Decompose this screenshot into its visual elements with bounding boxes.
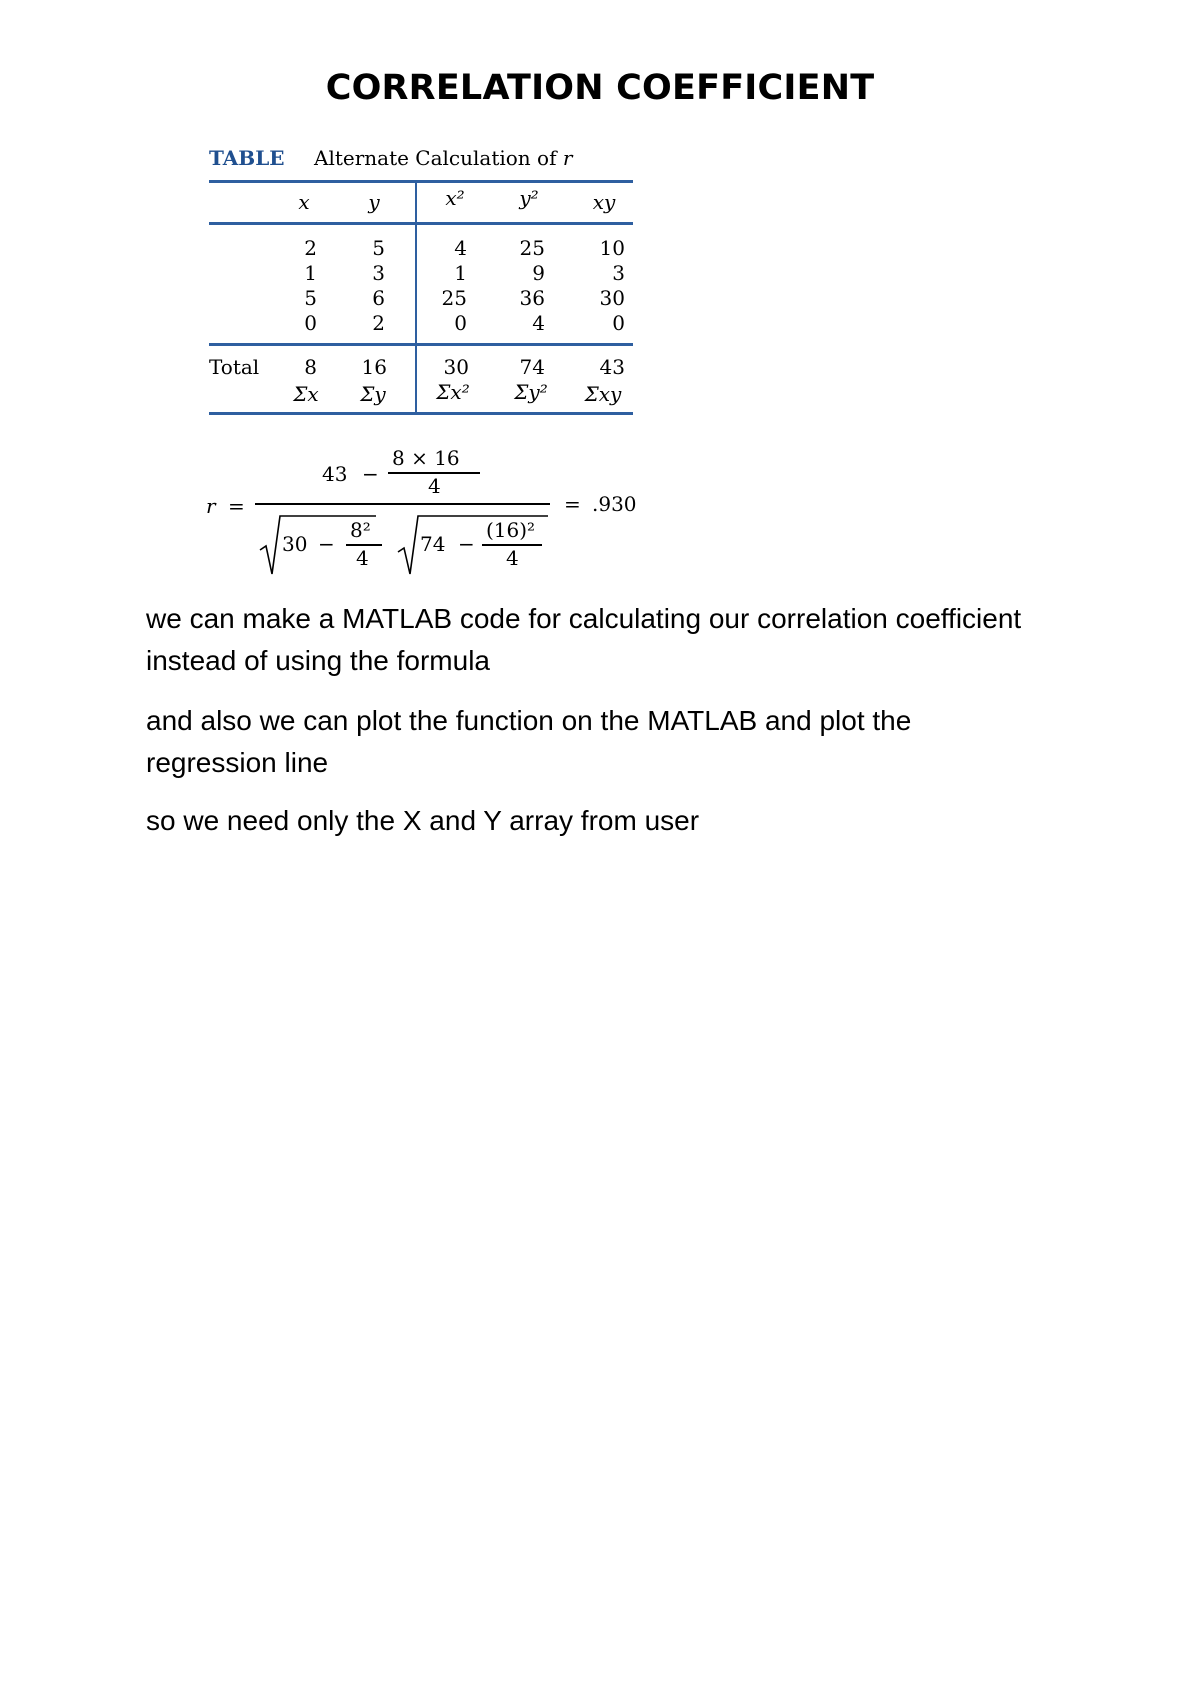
formula-eq: =	[228, 494, 245, 518]
cell-r1-y: 5	[372, 236, 385, 260]
total-x: 8	[304, 355, 317, 379]
header-y: y	[368, 190, 380, 214]
cell-r4-x2: 0	[454, 311, 467, 335]
numerator-minus: −	[362, 462, 379, 486]
cell-r3-y: 6	[372, 286, 385, 310]
sum-label-x: Σx	[293, 382, 319, 406]
table-header-rule	[209, 222, 633, 225]
denominator-minus-2: −	[458, 532, 475, 556]
cell-r4-y: 2	[372, 311, 385, 335]
denominator-fraction-1-bottom: 4	[356, 546, 369, 570]
table-total-rule	[209, 343, 633, 346]
cell-r2-xy: 3	[612, 261, 625, 285]
table-divider	[415, 180, 417, 415]
cell-r1-xy: 10	[599, 236, 625, 260]
cell-r4-xy: 0	[612, 311, 625, 335]
numerator-value: 43	[322, 462, 348, 486]
paragraph-2: and also we can plot the function on the MATLAB and plot the regression line	[146, 705, 912, 778]
correlation-formula	[200, 430, 660, 580]
sum-label-y: Σy	[360, 382, 386, 406]
page-title: CORRELATION COEFFICIENT	[325, 68, 875, 108]
formula-result: .930	[592, 492, 637, 516]
cell-r1-x: 2	[304, 236, 317, 260]
cell-r3-y2: 36	[519, 286, 545, 310]
table-bottom-rule	[209, 412, 633, 415]
table-top-rule	[209, 180, 633, 183]
calculation-table	[209, 180, 633, 420]
cell-r2-y: 3	[372, 261, 385, 285]
total-xy: 43	[599, 355, 625, 379]
sum-label-y2: Σy²	[514, 380, 548, 404]
cell-r3-x2: 25	[441, 286, 467, 310]
cell-r2-x2: 1	[454, 261, 467, 285]
denominator-fraction-2-top: (16)²	[486, 518, 536, 542]
cell-r3-xy: 30	[599, 286, 625, 310]
cell-r2-x: 1	[304, 261, 317, 285]
denominator-fraction-2-bottom: 4	[506, 546, 519, 570]
table-title: Alternate Calculation of r	[314, 146, 573, 170]
header-x-squared: x²	[445, 186, 465, 210]
denominator-value-1: 30	[282, 532, 308, 556]
numerator-fraction-bottom: 4	[428, 474, 441, 498]
formula-eq-2: =	[564, 492, 581, 516]
paragraph-3: so we need only the X and Y array from user	[146, 805, 700, 836]
total-x2: 30	[443, 355, 469, 379]
total-label: Total	[209, 355, 260, 379]
main-fraction-bar	[255, 503, 550, 505]
numerator-fraction-top: 8 × 16	[392, 446, 460, 470]
cell-r1-x2: 4	[454, 236, 467, 260]
denominator-value-2: 74	[420, 532, 446, 556]
cell-r4-x: 0	[304, 311, 317, 335]
cell-r3-x: 5	[304, 286, 317, 310]
table-label: TABLE	[209, 146, 285, 170]
total-y: 16	[361, 355, 387, 379]
paragraph-1: we can make a MATLAB code for calculating our correlation coefficient instead of using the formula	[146, 603, 1022, 676]
sum-label-xy: Σxy	[584, 382, 622, 406]
denominator-fraction-1-top: 8²	[350, 518, 371, 542]
header-x: x	[298, 190, 310, 214]
total-y2: 74	[519, 355, 545, 379]
denominator-minus-1: −	[318, 532, 335, 556]
header-xy: xy	[592, 190, 616, 214]
sum-label-x2: Σx²	[436, 380, 470, 404]
formula-lhs: r	[206, 494, 216, 518]
cell-r4-y2: 4	[532, 311, 545, 335]
cell-r1-y2: 25	[519, 236, 545, 260]
header-y-squared: y²	[519, 186, 539, 210]
cell-r2-y2: 9	[532, 261, 545, 285]
